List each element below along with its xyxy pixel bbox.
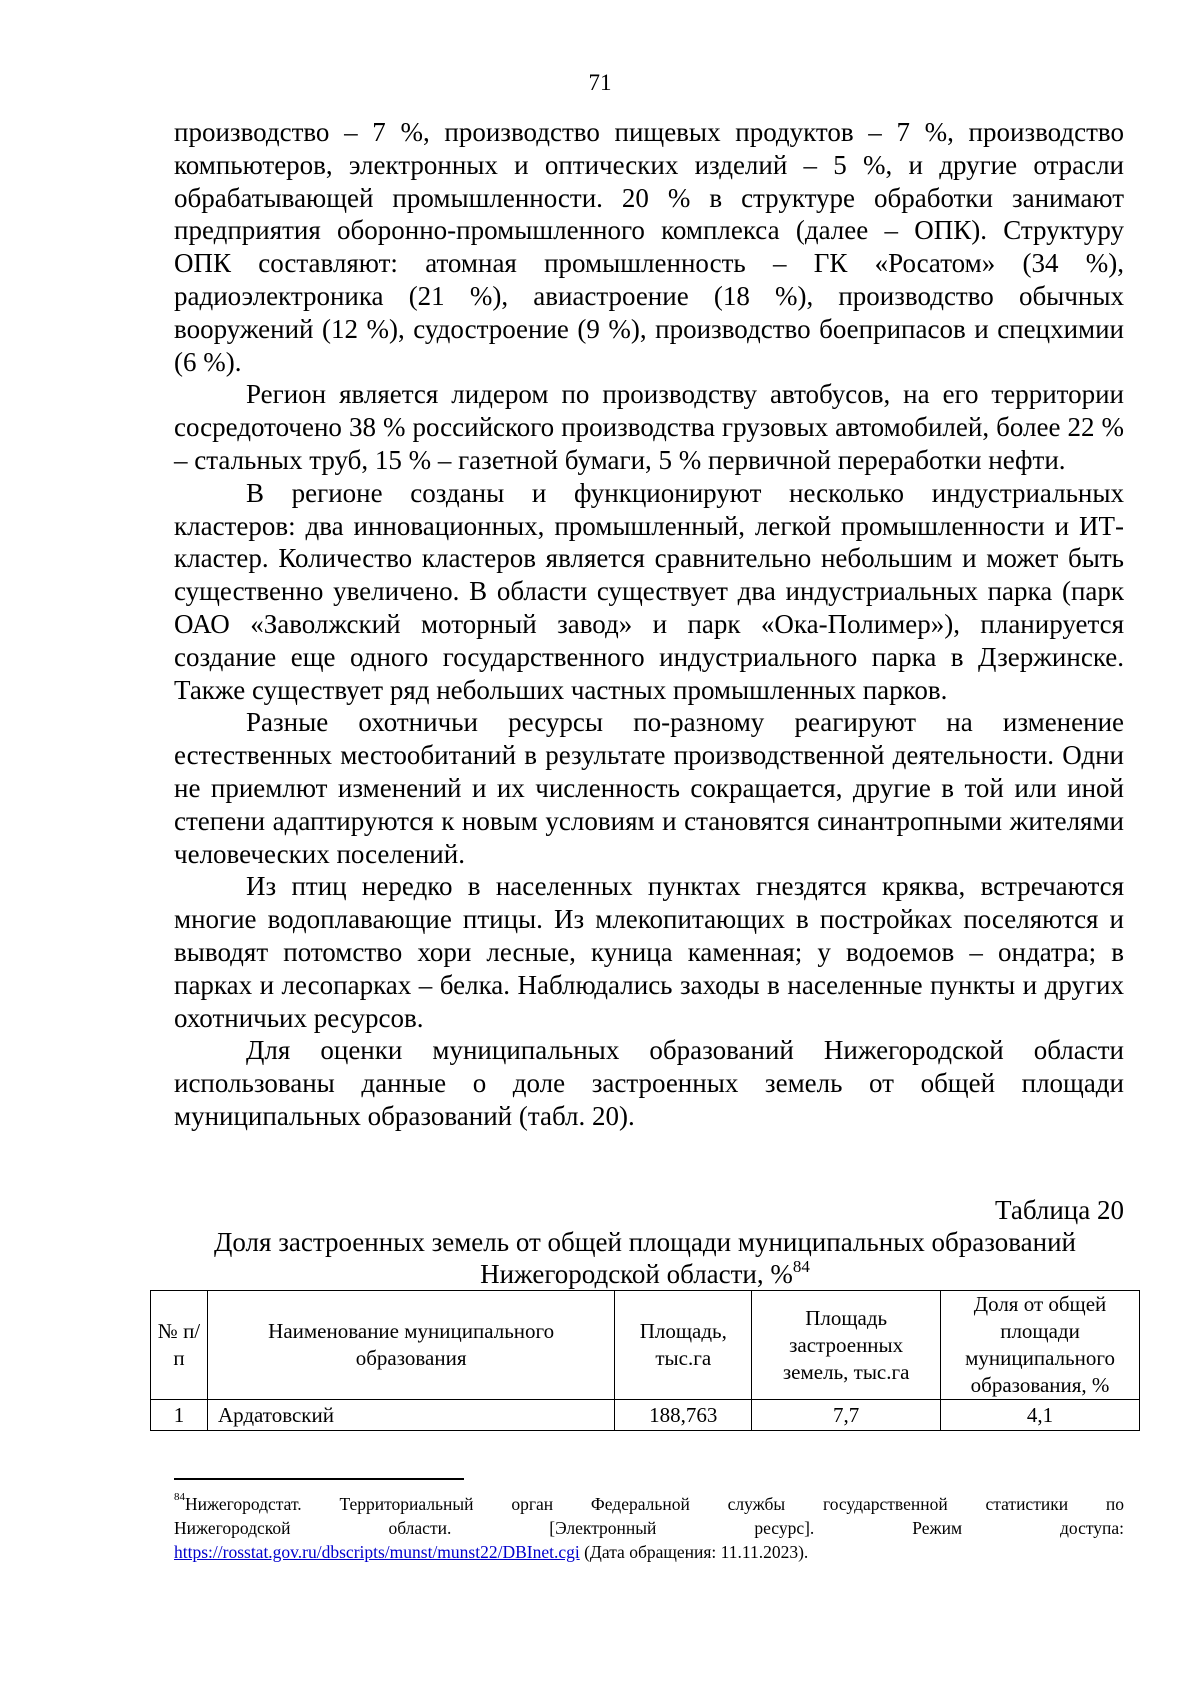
header-share: Доля от общей площади муниципального образования, % [941, 1291, 1140, 1400]
paragraph-clusters: В регионе созданы и функционируют несколько индустриальных кластеров: два инновационных, промышленный, легкой промышленности и ИТ-кластер. Количество кластеров является сравнительно небольшим и может быть существенно увеличено. В области существует два индустриальных парка (парк ОАО «Заволжский моторный завод» и парк «Ока-Полимер»), планируется создание еще одного государственного индустриального парка в Дзержинске. Также существует ряд небольших частных промышленных парков. [174, 477, 1124, 705]
footnote-line3 [174, 1540, 1124, 1564]
table-row [151, 1400, 1140, 1431]
table-label: Таблица 20 [995, 1195, 1124, 1225]
footnote [174, 1492, 1124, 1564]
header-built-area: Площадь застроенных земель, тыс.га [752, 1291, 941, 1400]
paragraph-birds-mammals: Из птиц нередко в населенных пунктах гнездятся кряква, встречаются многие водоплавающие птицы. Из млекопитающих в постройках поселяются и выводят потомство хори лесные, куница каменная; у водоемов – ондатра; в парках и лесопарках – белка. Наблюдались заходы в населенные пункты и других охотничьих ресурсов. [174, 871, 1124, 1033]
cell-built-area: 7,7 [752, 1400, 941, 1431]
built-land-table [150, 1290, 1140, 1431]
table-title-footnote-ref: 84 [792, 1257, 810, 1276]
paragraph-assessment: Для оценки муниципальных образований Нижегородской области использованы данные о доле застроенных земель от общей площади муниципальных образований (табл. 20). [174, 1035, 1124, 1131]
table-title-line2: Нижегородской области, % [480, 1259, 793, 1289]
paragraph-hunting-resources: Разные охотничьи ресурсы по-разному реагируют на изменение естественных местообитаний в результате производственной деятельности. Одни не приемлют изменений и их численность сокращается, другие в той или иной степени адаптируются к новым условиям и становятся синантропными жителями человеческих поселений. [174, 707, 1124, 869]
cell-area: 188,763 [615, 1400, 752, 1431]
cell-num: 1 [151, 1400, 208, 1431]
header-area: Площадь, тыс.га [615, 1291, 752, 1400]
header-name: Наименование муниципального образования [207, 1291, 614, 1400]
cell-name: Ардатовский [207, 1400, 614, 1431]
footnote-number: 84 [174, 1491, 185, 1503]
footnote-line2: Нижегородской области. [Электронный ресурс]. Режим доступа: [174, 1518, 1124, 1538]
table-title [150, 1226, 1140, 1290]
paragraph-buses: Регион является лидером по производству автобусов, на его территории сосредоточено 38 % российского производства грузовых автомобилей, более 22 % – стальных труб, 15 % – газетной бумаги, 5 % первичной переработки нефти. [174, 379, 1124, 475]
footnote-line1 [174, 1492, 1124, 1516]
body-text [174, 116, 1124, 1133]
footnote-link[interactable]: https://rosstat.gov.ru/dbscripts/munst/munst22/DBInet.cgi [174, 1542, 580, 1562]
paragraph-continuation: производство – 7 %, производство пищевых продуктов – 7 %, производство компьютеров, электронных и оптических изделий – 5 %, и другие отрасли обрабатывающей промышленности. 20 % в структуре обработки занимают предприятия оборонно-промышленного комплекса (далее – ОПК). Структуру ОПК составляют: атомная промышленность – ГК «Росатом» (34 %), радиоэлектроника (21 %), авиастроение (18 %), производство обычных вооружений (12 %), судостроение (9 %), производство боеприпасов и спецхимии (6 %). [174, 117, 1124, 377]
footnote-text-1: Нижегородстат. Территориальный орган Федеральной службы государственной статистики по [185, 1494, 1124, 1514]
footnote-access-note: (Дата обращения: 11.11.2023). [579, 1542, 809, 1562]
table-title-line1: Доля застроенных земель от общей площади муниципальных образований [214, 1227, 1076, 1257]
table-header-row [151, 1291, 1140, 1400]
footnote-separator [174, 1478, 464, 1480]
page-number: 71 [588, 70, 612, 95]
header-num: № п/п [151, 1291, 208, 1400]
cell-share: 4,1 [941, 1400, 1140, 1431]
